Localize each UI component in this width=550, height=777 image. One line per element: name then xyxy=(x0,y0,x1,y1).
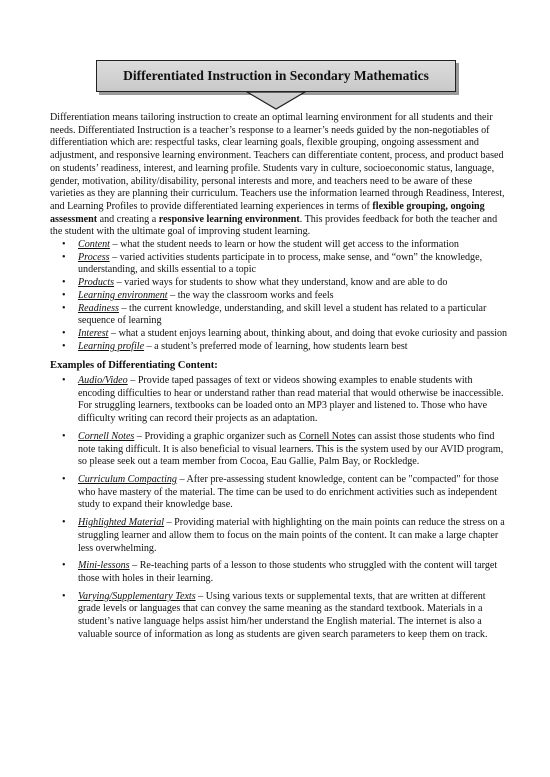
bullet-icon: • xyxy=(62,590,66,602)
list-item: • Audio/Video – Provide taped passages of text or videos showing examples to enable students with encoding difficulties to hear or understand rather than read material that would otherwise be inaccessible. For struggling learners, textbooks can be loaded onto an MP3 player and listened to. Those who have difficulty writing can record their projects as an adaptation. xyxy=(62,375,504,425)
bullet-icon: • xyxy=(62,430,66,442)
list-item: • Curriculum Compacting – After pre-assessing student knowledge, content can be "compacted" for those who have mastery of the material. The time can be used to do enrichment activities such as independent study to expand their knowledge base. xyxy=(62,473,499,511)
bullet-icon: • xyxy=(62,375,66,387)
down-arrow-icon xyxy=(246,92,306,110)
bullet-icon: • xyxy=(62,517,66,529)
list-item: • Readiness – the current knowledge, understanding, and skill level a student has related to a particular sequence of learning xyxy=(62,302,487,327)
bullet-icon: • xyxy=(62,340,66,352)
list-item: • Content – what the student needs to learn or how the student will get access to the information xyxy=(62,239,459,251)
list-item: • Mini-lessons – Re-teaching parts of a lesson to those students who struggled with the content will target those with holes in their learning. xyxy=(62,560,498,584)
bullet-icon: • xyxy=(62,289,66,301)
list-item: • Learning profile – a student’s preferred mode of learning, how students learn best xyxy=(62,340,408,352)
bullet-icon: • xyxy=(62,251,66,263)
examples-heading: Examples of Differentiating Content: xyxy=(50,360,218,372)
document-body xyxy=(50,112,508,646)
bullet-icon: • xyxy=(62,473,66,485)
list-item: • Learning environment – the way the classroom works and feels xyxy=(62,289,334,301)
bullet-icon: • xyxy=(62,560,66,572)
examples-list xyxy=(50,375,508,641)
list-item: • Process – varied activities students participate in to process, make sense, and “own” the knowledge, understanding, and skills essential to a topic xyxy=(62,251,483,276)
list-item: • Cornell Notes – Providing a graphic organizer such as Cornell Notes can assist those students who find note taking difficult. It is also beneficial to visual learners. This is the system used by our AVID program, so please seek out a team member from Cocoa, Eau Gallie, Palm Bay, or Rockledge. xyxy=(62,430,504,468)
bullet-icon: • xyxy=(62,302,66,314)
list-item: • Varying/Supplementary Texts – Using various texts or supplemental texts, that are written at different grade levels or languages that can convey the same meaning as the standard textbook. Materials in a student’s native language helps assist him/her understand the English material. The internet is also a valuable source of information as long as students are given search parameters to keep them on track. xyxy=(62,590,488,640)
bullet-icon: • xyxy=(62,327,66,339)
list-item: • Interest – what a student enjoys learning about, thinking about, and doing that evoke curiosity and passion xyxy=(62,327,508,339)
terms-list xyxy=(50,239,508,353)
title-banner xyxy=(96,60,456,110)
intro-paragraph: Differentiation means tailoring instruction to create an optimal learning environment for all students and their needs. Differentiated Instruction is a teacher’s response to a learner’s needs guided by the non-negotiables of differentiation which are: respectful tasks, clear learning goals, flexible grouping, ongoing assessment and adjustment, and responsive learning environment. Teachers can differentiate content, process, and product based on students’ readiness, interest, and learning profile. Students vary in culture, socioeconomic status, language, gender, motivation, ability/disability, personal interests and more, and teachers need to be aware of these varieties as they are planning their curriculum. Teachers use the information learned through Readiness, Interest, and Learning Profiles to provide differentiated learning experiences in terms of flexible grouping, ongoing assessment and creating a responsive learning environment. This provides feedback for both the teacher and the student with the ultimate goal of improving student learning. xyxy=(50,112,505,238)
page-title: Differentiated Instruction in Secondary Mathematics xyxy=(96,60,456,92)
cornell-notes-link[interactable]: Cornell Notes xyxy=(299,430,356,442)
list-item: • Products – varied ways for students to show what they understand, know and are able to do xyxy=(62,277,448,289)
list-item: • Highlighted Material – Providing material with highlighting on the main points can reduce the stress on a struggling learner and allow them to focus on the main points of the content. It can make a large chapter less overwhelming. xyxy=(62,517,505,554)
bullet-icon: • xyxy=(62,239,66,251)
bullet-icon: • xyxy=(62,277,66,289)
